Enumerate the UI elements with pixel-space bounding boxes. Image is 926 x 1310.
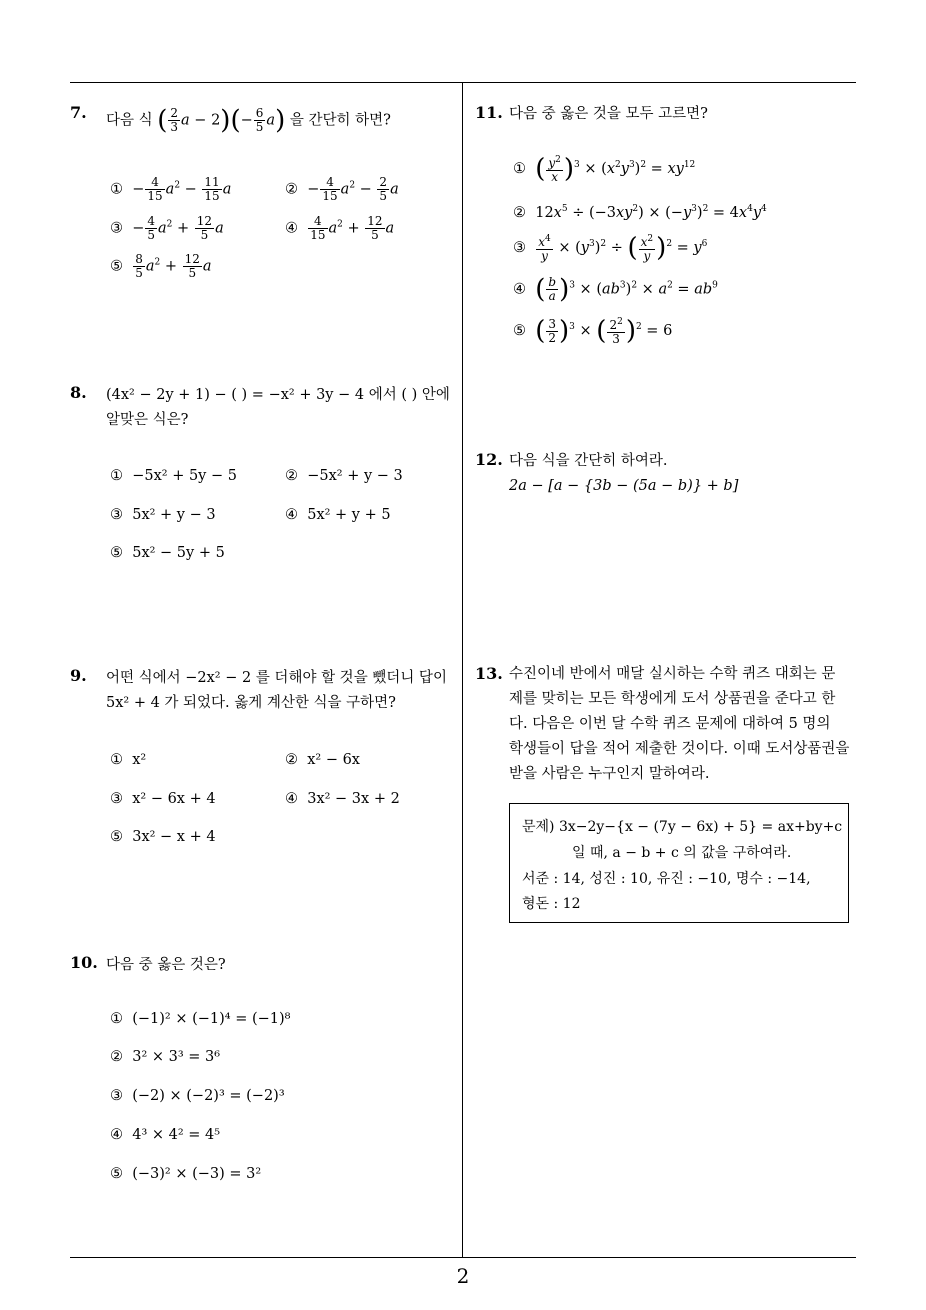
q7-stem-pre: 다음 식 xyxy=(106,112,153,129)
q11-option-2[interactable]: ② $12x^5 \div (-3xy^2) \times (-y^3)^2 = 4x^4y^4$ xyxy=(513,204,767,221)
q13-number: 13. xyxy=(475,664,503,683)
q12-number: 12. xyxy=(475,450,503,469)
q7-option-1[interactable]: ① − $\frac{4}{15}$ $a^2$ − $\frac{11}{15}$ a xyxy=(110,175,232,203)
q13-box-line-3: 서준 : 14, 성진 : 10, 유진 : −10, 명수 : −14, xyxy=(522,871,811,887)
q8-option-5[interactable]: ⑤ 5x² − 5y + 5 xyxy=(110,545,225,561)
page-number: 2 xyxy=(456,1264,470,1288)
q11-option-3[interactable]: ③ $\frac{x^4}{y}$ × $(y^3)^2$ ÷ ( $\frac{x^2}{y}$ )$^2 = y^6$ xyxy=(513,233,708,263)
q7-option-5[interactable]: ⑤ $\frac{8}{5}$ $a^2$ + $\frac{12}{5}$ a xyxy=(110,252,212,280)
q9-line1: 어떤 식에서 −2x² − 2 를 더해야 할 것을 뺐더니 답이 xyxy=(106,670,447,686)
q8-option-2[interactable]: ② −5x² + y − 3 xyxy=(285,468,403,484)
q9-option-2[interactable]: ② x² − 6x xyxy=(285,752,360,768)
q12-text: 다음 식을 간단히 하여라. xyxy=(509,453,668,469)
q7-option-3[interactable]: ③ − $\frac{4}{5}$ $a^2$ + $\frac{12}{5}$ a xyxy=(110,214,224,242)
q10-option-2[interactable]: ② 3² × 3³ = 3⁶ xyxy=(110,1049,221,1065)
q11-option-4[interactable]: ④ ( $\frac{b}{a}$ )$^3 \times (ab^3)^2 \times a^2 = ab^9$ xyxy=(513,274,718,305)
q8-option-3[interactable]: ③ 5x² + y − 3 xyxy=(110,507,216,523)
q13-line-3: 다. 다음은 이번 달 수학 퀴즈 문제에 대하여 5 명의 xyxy=(509,716,831,732)
bottom-rule xyxy=(70,1257,856,1258)
q11-option-1[interactable]: ① ( $\frac{y^2}{x}$ )$^3 \times (x^2y^3)^2 = xy^{12}$ xyxy=(513,154,696,184)
q11-number: 11. xyxy=(475,103,503,122)
q12-expression: 2a − [a − {3b − (5a − b)} + b] xyxy=(509,478,739,494)
q13-box-line-4: 형돈 : 12 xyxy=(522,896,581,912)
q13-problem-box xyxy=(509,803,849,923)
q9-line2: 5x² + 4 가 되었다. 옳게 계산한 식을 구하면? xyxy=(106,695,396,711)
q7-option-2[interactable]: ② − $\frac{4}{15}$ $a^2$ − $\frac{2}{5}$ a xyxy=(285,175,399,203)
q11-text: 다음 중 옳은 것을 모두 고르면? xyxy=(509,106,708,122)
q10-number: 10. xyxy=(70,953,98,972)
q9-option-1[interactable]: ① x² xyxy=(110,752,147,768)
q8-line2: 알맞은 식은? xyxy=(106,412,189,428)
q11-option-5[interactable]: ⑤ ( $\frac{3}{2}$ )$^3$ × ( $\frac{2^2}{3}$ )$^2$ = 6 xyxy=(513,316,673,346)
q13-line-5: 받을 사람은 누구인지 말하여라. xyxy=(509,766,710,782)
q8-option-1[interactable]: ① −5x² + 5y − 5 xyxy=(110,468,237,484)
column-divider xyxy=(462,82,463,1257)
top-rule xyxy=(70,82,856,83)
q9-option-3[interactable]: ③ x² − 6x + 4 xyxy=(110,791,216,807)
q13-line-2: 제를 맞히는 모든 학생에게 도서 상품권을 준다고 한 xyxy=(509,691,836,707)
q10-option-4[interactable]: ④ 4³ × 4² = 4⁵ xyxy=(110,1127,221,1143)
q10-option-5[interactable]: ⑤ (−3)² × (−3) = 3² xyxy=(110,1166,262,1182)
q10-option-1[interactable]: ① (−1)² × (−1)⁴ = (−1)⁸ xyxy=(110,1011,291,1027)
q13-line-4: 학생들이 답을 적어 제출한 것이다. 이때 도서상품권을 xyxy=(509,741,850,757)
q8-option-4[interactable]: ④ 5x² + y + 5 xyxy=(285,507,391,523)
q10-option-3[interactable]: ③ (−2) × (−2)³ = (−2)³ xyxy=(110,1088,285,1104)
q10-text: 다음 중 옳은 것은? xyxy=(106,957,226,973)
q8-number: 8. xyxy=(70,383,87,402)
q13-line-1: 수진이네 반에서 매달 실시하는 수학 퀴즈 대회는 문 xyxy=(509,666,836,682)
q13-box-line-1: 문제) 3x−2y−{x − (7y − 6x) + 5} = ax+by+c xyxy=(522,819,843,835)
q13-box-line-2: 일 때, a − b + c 의 값을 구하여라. xyxy=(572,845,792,861)
q9-number: 9. xyxy=(70,666,87,685)
q9-option-4[interactable]: ④ 3x² − 3x + 2 xyxy=(285,791,400,807)
q7-option-4[interactable]: ④ $\frac{4}{15}$ $a^2$ + $\frac{12}{5}$ a xyxy=(285,214,395,242)
q7-number: 7. xyxy=(70,103,87,122)
q8-line1: (4x² − 2y + 1) − ( ) = −x² + 3y − 4 에서 ( ) 안에 xyxy=(106,387,450,403)
q7-stem-post: 을 간단히 하면? xyxy=(289,112,391,129)
q7-stem: 다음 식 ( $\frac{2}{3}$ a − 2)(− $\frac{6}{5}$ a) 을 간단히 하면? xyxy=(106,105,391,136)
q9-option-5[interactable]: ⑤ 3x² − x + 4 xyxy=(110,829,216,845)
